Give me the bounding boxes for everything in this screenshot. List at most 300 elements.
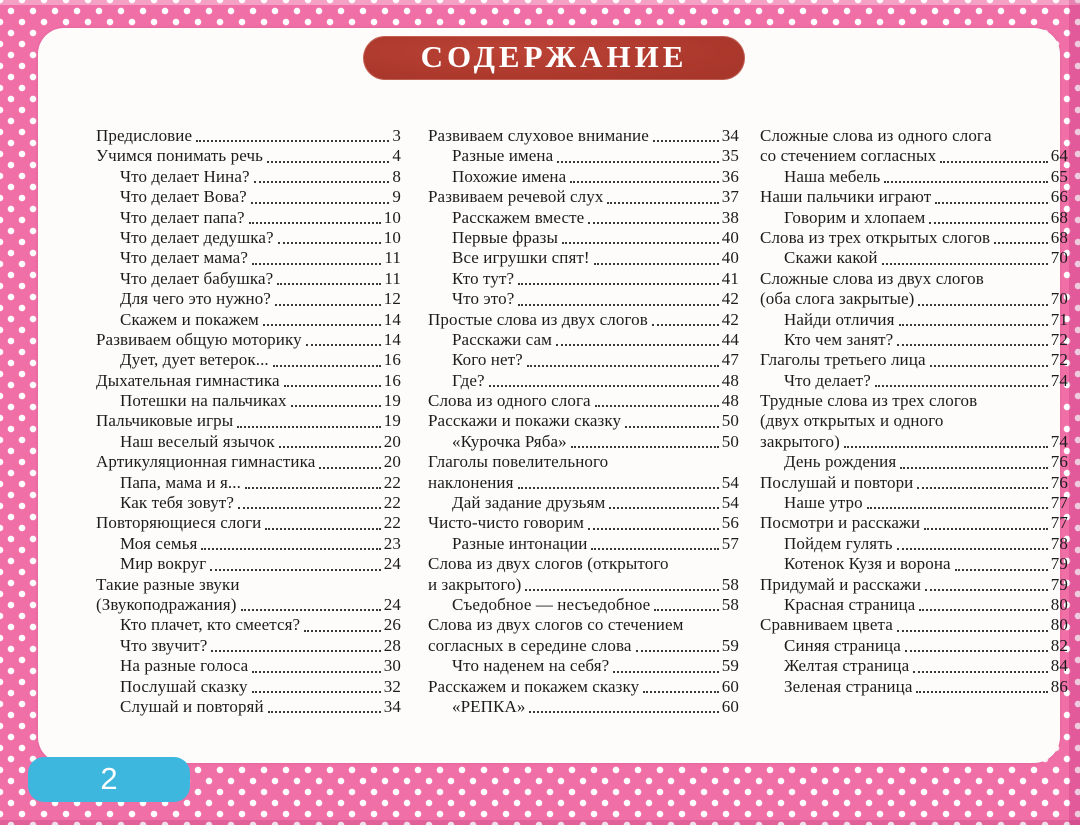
dot-leader bbox=[595, 405, 719, 407]
entry-page-number: 70 bbox=[1050, 289, 1068, 309]
dot-leader bbox=[277, 283, 381, 285]
entry-title: Найди отличия bbox=[784, 309, 895, 329]
entry-page-number: 42 bbox=[721, 289, 739, 309]
entry-page-number: 22 bbox=[383, 513, 401, 533]
dot-leader bbox=[237, 426, 381, 428]
entry-page-number: 37 bbox=[721, 187, 739, 207]
entry-title: Наше утро bbox=[784, 493, 863, 513]
entry-page-number: 11 bbox=[384, 268, 401, 288]
toc-entry bbox=[428, 493, 739, 513]
toc-entry bbox=[760, 411, 1068, 431]
toc-entry bbox=[760, 289, 1068, 309]
entry-page-number: 20 bbox=[383, 431, 401, 451]
toc-entry bbox=[760, 534, 1068, 554]
entry-page-number: 78 bbox=[1050, 533, 1068, 553]
entry-title: Что делает папа? bbox=[120, 207, 245, 227]
entry-title: Развиваем общую моторику bbox=[96, 329, 302, 349]
entry-title: Такие разные звуки bbox=[96, 574, 240, 594]
entry-page-number: 59 bbox=[721, 635, 739, 655]
entry-page-number: 68 bbox=[1050, 227, 1068, 247]
toc-entry bbox=[428, 310, 739, 330]
entry-title: Похожие имена bbox=[452, 166, 567, 186]
page-number: 2 bbox=[100, 760, 118, 796]
toc-entry bbox=[760, 350, 1068, 370]
toc-entry bbox=[96, 534, 401, 554]
entry-title: Что делает дедушка? bbox=[120, 227, 274, 247]
toc-entry bbox=[428, 432, 739, 452]
entry-page-number: 59 bbox=[721, 656, 739, 676]
entry-title: Развиваем речевой слух bbox=[428, 187, 604, 207]
toc-entry bbox=[428, 656, 739, 676]
dot-leader bbox=[210, 569, 380, 571]
dot-leader bbox=[306, 344, 381, 346]
entry-title: Расскажи и покажи сказку bbox=[428, 411, 622, 431]
entry-page-number: 48 bbox=[721, 391, 739, 411]
entry-title: Наш веселый язычок bbox=[120, 431, 275, 451]
entry-page-number: 70 bbox=[1050, 248, 1068, 268]
dot-leader bbox=[900, 467, 1048, 469]
dot-leader bbox=[613, 671, 719, 673]
toc-entry bbox=[760, 677, 1068, 697]
entry-page-number: 40 bbox=[721, 248, 739, 268]
dot-leader bbox=[268, 711, 381, 713]
dot-leader bbox=[918, 304, 1047, 306]
entry-page-number: 79 bbox=[1050, 574, 1068, 594]
entry-title: Мир вокруг bbox=[120, 554, 207, 574]
entry-title: Что делает? bbox=[784, 370, 871, 390]
entry-page-number: 14 bbox=[383, 309, 401, 329]
entry-page-number: 42 bbox=[721, 309, 739, 329]
entry-title: Моя семья bbox=[120, 533, 198, 553]
entry-title: Что звучит? bbox=[120, 635, 208, 655]
entry-page-number: 11 bbox=[384, 248, 401, 268]
dot-leader bbox=[935, 202, 1048, 204]
dot-leader bbox=[284, 385, 381, 387]
entry-title: Слова из двух слогов со стечением bbox=[428, 615, 684, 635]
entry-page-number: 32 bbox=[383, 676, 401, 696]
toc-entry bbox=[760, 146, 1068, 166]
toc-entry bbox=[428, 248, 739, 268]
dot-leader bbox=[588, 222, 719, 224]
dot-leader bbox=[884, 181, 1047, 183]
entry-page-number: 64 bbox=[1050, 146, 1068, 166]
entry-page-number: 10 bbox=[383, 227, 401, 247]
dot-leader bbox=[588, 528, 719, 530]
dot-leader bbox=[525, 589, 718, 591]
dot-leader bbox=[518, 304, 718, 306]
toc-entry bbox=[96, 146, 401, 166]
toc-entry bbox=[96, 575, 401, 595]
entry-title: Кто плачет, кто смеется? bbox=[120, 615, 301, 635]
entry-page-number: 28 bbox=[383, 635, 401, 655]
dot-leader bbox=[245, 487, 381, 489]
entry-title: Сложные слова из двух слогов bbox=[760, 268, 984, 288]
entry-page-number: 14 bbox=[383, 329, 401, 349]
toc-entry bbox=[96, 310, 401, 330]
entry-page-number: 23 bbox=[383, 533, 401, 553]
entry-page-number: 60 bbox=[721, 696, 739, 716]
dot-leader bbox=[919, 609, 1047, 611]
entry-title: Что наденем на себя? bbox=[452, 656, 610, 676]
entry-page-number: 76 bbox=[1050, 472, 1068, 492]
entry-title: Артикуляционная гимнастика bbox=[96, 452, 316, 472]
toc-entry bbox=[96, 350, 401, 370]
entry-page-number: 22 bbox=[383, 472, 401, 492]
entry-title: «Курочка Ряба» bbox=[452, 431, 567, 451]
toc-entry bbox=[428, 391, 739, 411]
toc-entry bbox=[96, 391, 401, 411]
dot-leader bbox=[263, 324, 381, 326]
toc-entry bbox=[96, 656, 401, 676]
entry-title: Что делает Нина? bbox=[120, 166, 250, 186]
dot-leader bbox=[844, 446, 1048, 448]
dot-leader bbox=[304, 630, 381, 632]
toc-entry bbox=[96, 126, 401, 146]
toc-entry bbox=[760, 432, 1068, 452]
dot-leader bbox=[636, 650, 719, 652]
dot-leader bbox=[925, 589, 1048, 591]
entry-title: Кто тут? bbox=[452, 268, 515, 288]
toc-entry bbox=[760, 391, 1068, 411]
dot-leader bbox=[654, 609, 719, 611]
book-spine-edge-right bbox=[1069, 0, 1080, 825]
entry-page-number: 80 bbox=[1050, 615, 1068, 635]
entry-page-number: 76 bbox=[1050, 452, 1068, 472]
dot-leader bbox=[591, 548, 718, 550]
entry-title: Все игрушки спят! bbox=[452, 248, 590, 268]
entry-title: Съедобное — несъедобное bbox=[452, 594, 651, 614]
dot-leader bbox=[279, 446, 381, 448]
entry-title: Дай задание друзьям bbox=[452, 493, 606, 513]
entry-page-number: 24 bbox=[383, 594, 401, 614]
dot-leader bbox=[929, 222, 1047, 224]
toc-entry bbox=[760, 493, 1068, 513]
entry-page-number: 36 bbox=[721, 166, 739, 186]
entry-title: Желтая страница bbox=[784, 656, 910, 676]
dot-leader bbox=[594, 263, 719, 265]
toc-entry bbox=[96, 371, 401, 391]
entry-page-number: 41 bbox=[721, 268, 739, 288]
dot-leader bbox=[994, 242, 1048, 244]
dot-leader bbox=[273, 365, 381, 367]
entry-page-number: 38 bbox=[721, 207, 739, 227]
toc-entry bbox=[428, 473, 739, 493]
entry-title: Повторяющиеся слоги bbox=[96, 513, 262, 533]
entry-title: Глаголы третьего лица bbox=[760, 350, 926, 370]
entry-page-number: 86 bbox=[1050, 676, 1068, 696]
dot-leader bbox=[652, 324, 719, 326]
toc-title-banner bbox=[363, 36, 745, 80]
toc-entry bbox=[96, 330, 401, 350]
entry-title: Что делает бабушка? bbox=[120, 268, 274, 288]
toc-entry bbox=[428, 595, 739, 615]
toc-entry bbox=[760, 371, 1068, 391]
toc-entry bbox=[760, 575, 1068, 595]
toc-entry bbox=[428, 269, 739, 289]
page-title: СОДЕРЖАНИЕ bbox=[420, 39, 688, 74]
dot-leader bbox=[291, 405, 381, 407]
dot-leader bbox=[897, 630, 1048, 632]
toc-entry bbox=[96, 187, 401, 207]
toc-entry bbox=[96, 615, 401, 635]
entry-title: Скажи какой bbox=[784, 248, 878, 268]
entry-title: «РЕПКА» bbox=[452, 696, 526, 716]
dot-leader bbox=[924, 528, 1048, 530]
entry-page-number: 24 bbox=[383, 554, 401, 574]
dot-leader bbox=[254, 181, 390, 183]
entry-title: Как тебя зовут? bbox=[120, 493, 234, 513]
toc-entry bbox=[760, 228, 1068, 248]
toc-column-middle bbox=[428, 126, 739, 717]
dot-leader bbox=[529, 711, 718, 713]
toc-entry bbox=[96, 452, 401, 472]
toc-entry bbox=[760, 167, 1068, 187]
entry-page-number: 58 bbox=[721, 594, 739, 614]
photo-edge-highlight-top bbox=[0, 0, 1080, 5]
entry-title: Синяя страница bbox=[784, 635, 901, 655]
dot-leader bbox=[916, 691, 1047, 693]
dot-leader bbox=[278, 242, 381, 244]
entry-title: Слова из трех открытых слогов bbox=[760, 227, 991, 247]
toc-entry bbox=[760, 248, 1068, 268]
toc-entry bbox=[760, 554, 1068, 574]
entry-title: Простые слова из двух слогов bbox=[428, 309, 648, 329]
toc-entry bbox=[760, 473, 1068, 493]
toc-entry bbox=[96, 289, 401, 309]
entry-title: и закрытого) bbox=[428, 574, 522, 594]
entry-page-number: 4 bbox=[392, 146, 401, 166]
entry-title: Слова из двух слогов (открытого bbox=[428, 554, 669, 574]
entry-page-number: 35 bbox=[721, 146, 739, 166]
entry-title: Дует, дует ветерок... bbox=[120, 350, 269, 370]
entry-page-number: 66 bbox=[1050, 187, 1068, 207]
entry-page-number: 3 bbox=[392, 125, 401, 145]
entry-title: Пальчиковые игры bbox=[96, 411, 234, 431]
entry-title: Глаголы повелительного bbox=[428, 452, 609, 472]
dot-leader bbox=[940, 161, 1048, 163]
entry-title: (двух открытых и одного bbox=[760, 411, 944, 431]
dot-leader bbox=[930, 365, 1048, 367]
entry-page-number: 72 bbox=[1050, 350, 1068, 370]
entry-page-number: 77 bbox=[1050, 513, 1068, 533]
toc-entry bbox=[760, 269, 1068, 289]
toc-entry bbox=[760, 452, 1068, 472]
entry-page-number: 8 bbox=[392, 166, 401, 186]
entry-title: Кто чем занят? bbox=[784, 329, 894, 349]
toc-entry bbox=[428, 534, 739, 554]
toc-entry bbox=[428, 228, 739, 248]
entry-title: Папа, мама и я... bbox=[120, 472, 241, 492]
dot-leader bbox=[238, 507, 381, 509]
dot-leader bbox=[609, 507, 718, 509]
entry-title: согласных в середине слова bbox=[428, 635, 632, 655]
entry-page-number: 44 bbox=[721, 329, 739, 349]
photo-edge-shadow-bottom bbox=[0, 820, 1080, 825]
entry-title: Сложные слова из одного слога bbox=[760, 125, 992, 145]
dot-leader bbox=[241, 609, 381, 611]
entry-page-number: 9 bbox=[392, 187, 401, 207]
entry-title: Наша мебель bbox=[784, 166, 881, 186]
entry-title: (Звукоподражания) bbox=[96, 594, 237, 614]
toc-entry bbox=[428, 208, 739, 228]
dot-leader bbox=[319, 467, 380, 469]
dot-leader bbox=[653, 140, 719, 142]
toc-entry bbox=[96, 595, 401, 615]
dot-leader bbox=[275, 304, 381, 306]
entry-title: Для чего это нужно? bbox=[120, 289, 271, 309]
entry-page-number: 82 bbox=[1050, 635, 1068, 655]
entry-page-number: 57 bbox=[721, 533, 739, 553]
toc-entry bbox=[96, 432, 401, 452]
toc-entry bbox=[96, 208, 401, 228]
entry-page-number: 19 bbox=[383, 411, 401, 431]
dot-leader bbox=[607, 202, 718, 204]
entry-title: Разные интонации bbox=[452, 533, 588, 553]
dot-leader bbox=[196, 140, 389, 142]
toc-entry bbox=[760, 513, 1068, 533]
entry-page-number: 19 bbox=[383, 391, 401, 411]
entry-title: Потешки на пальчиках bbox=[120, 391, 287, 411]
dot-leader bbox=[897, 344, 1047, 346]
dot-leader bbox=[571, 446, 719, 448]
entry-page-number: 47 bbox=[721, 350, 739, 370]
entry-page-number: 54 bbox=[721, 472, 739, 492]
toc-entry bbox=[96, 697, 401, 717]
entry-page-number: 30 bbox=[383, 656, 401, 676]
entry-title: Разные имена bbox=[452, 146, 554, 166]
toc-entry bbox=[760, 330, 1068, 350]
dot-leader bbox=[251, 202, 390, 204]
toc-entry bbox=[96, 411, 401, 431]
entry-title: Предисловие bbox=[96, 125, 193, 145]
dot-leader bbox=[625, 426, 719, 428]
entry-title: Пойдем гулять bbox=[784, 533, 893, 553]
entry-title: Расскажем и покажем сказку bbox=[428, 676, 640, 696]
toc-entry bbox=[96, 228, 401, 248]
toc-entry bbox=[428, 126, 739, 146]
entry-page-number: 26 bbox=[383, 615, 401, 635]
entry-page-number: 84 bbox=[1050, 656, 1068, 676]
entry-title: Сравниваем цвета bbox=[760, 615, 893, 635]
toc-entry bbox=[428, 146, 739, 166]
dot-leader bbox=[267, 161, 389, 163]
entry-title: Расскажем вместе bbox=[452, 207, 585, 227]
toc-entry bbox=[428, 615, 739, 635]
entry-page-number: 20 bbox=[383, 452, 401, 472]
toc-page bbox=[38, 28, 1068, 763]
dot-leader bbox=[489, 385, 719, 387]
entry-title: Что делает мама? bbox=[120, 248, 248, 268]
entry-title: На разные голоса bbox=[120, 656, 249, 676]
toc-entry bbox=[428, 350, 739, 370]
entry-title: Посмотри и расскажи bbox=[760, 513, 921, 533]
entry-page-number: 68 bbox=[1050, 207, 1068, 227]
toc-entry bbox=[760, 208, 1068, 228]
dot-leader bbox=[211, 650, 380, 652]
toc-entry bbox=[428, 636, 739, 656]
dot-leader bbox=[897, 548, 1048, 550]
entry-title: Придумай и расскажи bbox=[760, 574, 922, 594]
entry-page-number: 34 bbox=[383, 696, 401, 716]
entry-page-number: 60 bbox=[721, 676, 739, 696]
toc-entry bbox=[428, 411, 739, 431]
dot-leader bbox=[570, 181, 719, 183]
dot-leader bbox=[913, 671, 1048, 673]
entry-title: Первые фразы bbox=[452, 227, 558, 247]
toc-entry bbox=[428, 452, 739, 472]
entry-title: Трудные слова из трех слогов bbox=[760, 391, 978, 411]
dot-leader bbox=[201, 548, 380, 550]
entry-title: Красная страница bbox=[784, 594, 916, 614]
toc-entry bbox=[428, 677, 739, 697]
entry-title: Что это? bbox=[452, 289, 515, 309]
entry-title: Послушай и повтори bbox=[760, 472, 914, 492]
entry-title: Наши пальчики играют bbox=[760, 187, 932, 207]
entry-page-number: 74 bbox=[1050, 431, 1068, 451]
entry-page-number: 50 bbox=[721, 431, 739, 451]
entry-title: Слушай и повторяй bbox=[120, 696, 264, 716]
dot-leader bbox=[252, 263, 381, 265]
entry-title: Зеленая страница bbox=[784, 676, 913, 696]
entry-title: Кого нет? bbox=[452, 350, 523, 370]
dot-leader bbox=[556, 344, 719, 346]
toc-entry bbox=[760, 126, 1068, 146]
dot-leader bbox=[265, 528, 380, 530]
toc-entry bbox=[760, 595, 1068, 615]
toc-entry bbox=[428, 697, 739, 717]
entry-title: Скажем и покажем bbox=[120, 309, 259, 329]
entry-page-number: 50 bbox=[721, 411, 739, 431]
toc-entry bbox=[96, 473, 401, 493]
toc-entry bbox=[428, 575, 739, 595]
toc-entry bbox=[760, 636, 1068, 656]
toc-entry bbox=[96, 248, 401, 268]
dot-leader bbox=[899, 324, 1048, 326]
dot-leader bbox=[875, 385, 1048, 387]
dot-leader bbox=[252, 691, 381, 693]
entry-page-number: 40 bbox=[721, 227, 739, 247]
entry-page-number: 54 bbox=[721, 493, 739, 513]
dot-leader bbox=[917, 487, 1047, 489]
entry-page-number: 80 bbox=[1050, 594, 1068, 614]
dot-leader bbox=[882, 263, 1048, 265]
dot-leader bbox=[527, 365, 719, 367]
dot-leader bbox=[905, 650, 1048, 652]
dot-leader bbox=[643, 691, 719, 693]
entry-title: День рождения bbox=[784, 452, 897, 472]
entry-title: Говорим и хлопаем bbox=[784, 207, 926, 227]
toc-entry bbox=[428, 187, 739, 207]
toc-entry bbox=[428, 554, 739, 574]
entry-page-number: 74 bbox=[1050, 370, 1068, 390]
toc-entry bbox=[96, 167, 401, 187]
toc-entry bbox=[96, 554, 401, 574]
entry-page-number: 56 bbox=[721, 513, 739, 533]
toc-column-left bbox=[96, 126, 401, 717]
entry-title: Что делает Вова? bbox=[120, 187, 247, 207]
toc-column-right bbox=[760, 126, 1068, 697]
entry-page-number: 16 bbox=[383, 350, 401, 370]
entry-page-number: 12 bbox=[383, 289, 401, 309]
entry-title: Послушай сказку bbox=[120, 676, 248, 696]
entry-title: Слова из одного слога bbox=[428, 391, 591, 411]
entry-title: Развиваем слуховое внимание bbox=[428, 125, 649, 145]
toc-entry bbox=[428, 330, 739, 350]
entry-page-number: 10 bbox=[383, 207, 401, 227]
entry-title: закрытого) bbox=[760, 431, 840, 451]
entry-page-number: 48 bbox=[721, 370, 739, 390]
entry-title: Учимся понимать речь bbox=[96, 146, 263, 166]
